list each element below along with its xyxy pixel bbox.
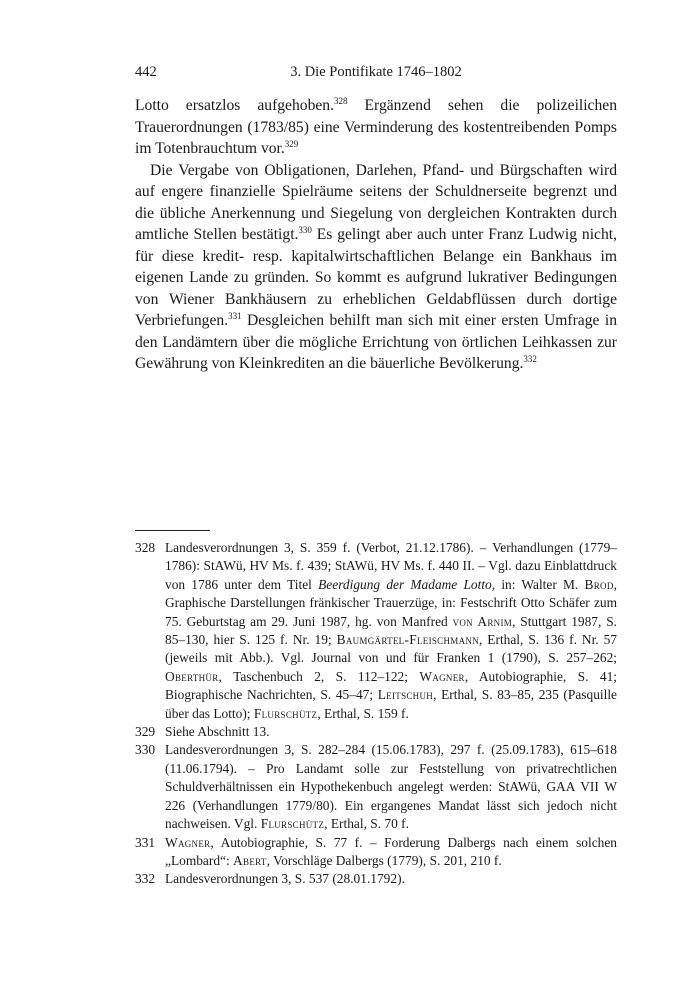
author-name: von Arnim: [452, 613, 513, 629]
text-run: Landesverordnungen 3, S. 359 f. (Verbot, 21.12.1786). – Verhandlungen (1779–1786): StAWü, HV Ms. f. 439; StAWü, HV Ms. f. 440 II. – Vgl. dazu Einblattdruck von 1786 unter dem Titel: [165, 540, 617, 592]
text-run: Landesverordnungen 3, S. 537 (28.01.1792).: [165, 871, 405, 887]
footnotes: [135, 539, 617, 889]
text-run: , Autobiographie, S. 77 f. – Forderung Dalbergs nach einem solchen „Lombard“:: [165, 834, 617, 868]
footnote: [135, 870, 617, 888]
text-run: Siehe Abschnitt 13.: [165, 724, 270, 740]
text-run: , Autobiographie, S. 41; Biographische Nachrichten, S. 45–47;: [165, 668, 618, 703]
text-run: Ergänzend sehen die polizeilichen Trauerordnungen (1783/85) eine Verminderung des kostentreibenden Pomps im Totenbrauchtum vor.: [135, 97, 617, 157]
author-name: Baumgärtel-Fleischmann: [336, 632, 479, 648]
footnote-number: 329: [135, 724, 156, 740]
text-run: Landesverordnungen 3, S. 282–284 (15.06.1783), 297 f. (25.09.1783), 615–618 (11.06.1794). – Pro Landamt solle zur Feststellung von privatrechtlichen Schuldverhältnissen ein Hypothekenbuch angelegt werden: StAWü, GAA VII W 226 (Verhandlungen 1779/80). Ein ergangenes Mandat lässt sich jedoch nicht nachweisen. Vgl.: [165, 742, 617, 832]
footnote-ref[interactable]: 330: [298, 225, 312, 235]
author-name: Flurschütz: [253, 705, 318, 721]
footnote: [135, 539, 617, 723]
footnote: [135, 723, 617, 741]
footnote-ref[interactable]: 329: [284, 139, 299, 149]
footnote-ref[interactable]: 328: [334, 96, 348, 106]
footnote-number: 331: [135, 834, 156, 850]
text-run: , in: Walter M.: [491, 576, 585, 592]
text-run: , Erthal, S. 159 f.: [317, 705, 409, 721]
text-run: Die Vergabe von Obligationen, Darlehen, Pfand- und Bürgschaften wird auf engere finanzielle Spielräume seitens der Schuldnerseite begrenzt und die übliche Anerkennung und Siegelung von dergleichen Kontrakten durch amtliche Stellen bestätigt.: [135, 161, 617, 243]
paragraph: [135, 95, 617, 160]
paragraph: [135, 160, 617, 375]
text-run: , Taschenbuch 2, S. 112–122;: [218, 668, 420, 684]
footnote: [135, 834, 617, 871]
author-name: Flurschütz: [260, 816, 325, 832]
text-run: , Stuttgart 1987, S. 85–130, hier S. 125 f. Nr. 19;: [165, 613, 617, 648]
author-name: Wagner: [419, 668, 465, 684]
footnote-ref[interactable]: 332: [523, 354, 537, 364]
body-text: [135, 95, 617, 375]
author-name: Leitschuh: [377, 687, 434, 703]
text-run: , Erthal, S. 83–85, 235 (Pasquille über das Lotto);: [165, 687, 617, 721]
text-run: Es gelingt aber auch unter Franz Ludwig nicht, für diese kredit- resp. kapitalwirtschaftlichen Belange ein Bankhaus im eigenen Lande zu gründen. So kommt es aufgrund lukrativer Bedingungen von Wiener Bankhäusern zu erheblichen Geldabflüssen durch dortige Verbriefungen.: [135, 226, 617, 329]
text-run: , Erthal, S. 136 f. Nr. 57 (jeweils mit Abb.). Vgl. Journal von und für Franken 1 (1790), S. 257–262;: [165, 632, 617, 666]
text-run: Lotto ersatzlos aufgehoben.: [135, 97, 334, 114]
work-title: Beerdigung der Madame Lotto: [318, 576, 492, 592]
footnote-number: 332: [135, 871, 156, 887]
author-name: Oberthür: [165, 668, 219, 684]
footnote-separator: [135, 530, 210, 531]
author-name: Abert: [233, 852, 267, 868]
footnote-ref[interactable]: 331: [228, 311, 242, 321]
footnote-number: 328: [135, 540, 156, 555]
text-run: , Vorschläge Dalbergs (1779), S. 201, 210 f.: [266, 852, 502, 868]
author-name: Brod: [584, 576, 614, 592]
footnote-number: 330: [135, 742, 156, 758]
footnote: [135, 741, 617, 833]
running-head: [135, 64, 617, 84]
page-number: 442: [135, 64, 157, 80]
text-run: , Erthal, S. 70 f.: [324, 816, 409, 832]
text-run: Desgleichen behilft man sich mit einer ersten Umfrage in den Landämtern über die mögliche Errichtung von örtlichen Leihkassen zur Gewährung von Kleinkrediten an die bäuerliche Bevölkerung.: [135, 312, 617, 372]
text-run: , Graphische Darstellungen fränkischer Trauerzüge, in: Festschrift Otto Schäfer zum 75. Geburtstag am 29. Juni 1987, hg. von Manfred: [165, 576, 617, 629]
author-name: Wagner: [165, 834, 211, 850]
running-title: 3. Die Pontifikate 1746–1802: [290, 64, 462, 80]
